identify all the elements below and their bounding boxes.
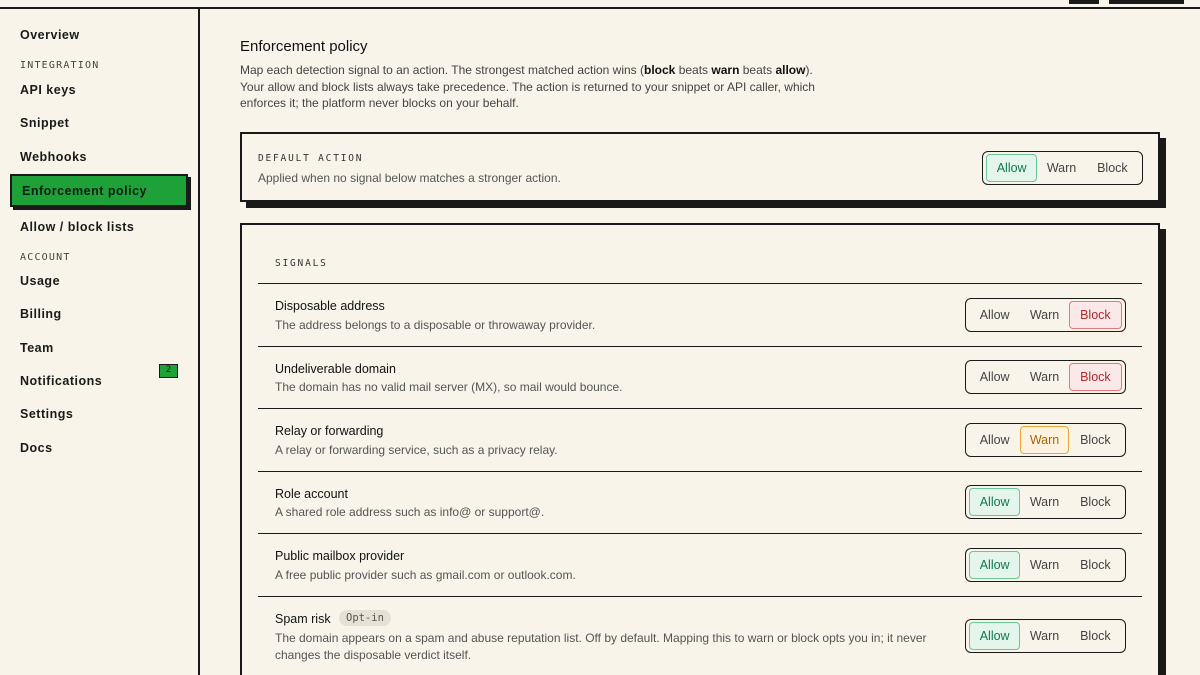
sidebar-item-settings[interactable]: Settings: [20, 407, 74, 421]
allow-option[interactable]: Allow: [969, 551, 1020, 579]
allow-option[interactable]: Allow: [979, 308, 1010, 322]
sidebar-section-account: ACCOUNT: [20, 252, 71, 263]
signal-action-selector-role-account: [965, 485, 1126, 519]
block-option[interactable]: Block: [1080, 495, 1111, 509]
top-bar: [0, 0, 1200, 9]
signal-description-relay: A relay or forwarding service, such as a privacy relay.: [275, 443, 558, 457]
sidebar-item-team[interactable]: Team: [20, 341, 54, 355]
block-option[interactable]: Block: [1080, 433, 1111, 447]
divider: [258, 408, 1142, 409]
notifications-count-badge: 2: [159, 364, 178, 378]
sidebar-item-notifications[interactable]: Notifications: [20, 374, 103, 388]
default-action-warn-option[interactable]: Warn: [1046, 161, 1077, 175]
signal-description-public-mailbox: A free public provider such as gmail.com or outlook.com.: [275, 568, 576, 582]
signal-action-selector-undeliverable: [965, 360, 1126, 394]
allow-option[interactable]: Allow: [969, 488, 1020, 516]
top-bar-button[interactable]: [1069, 0, 1099, 4]
sidebar-item-billing[interactable]: Billing: [20, 307, 62, 321]
signal-description-disposable: The address belongs to a disposable or throwaway provider.: [275, 318, 596, 332]
signal-description-spam-risk: The domain appears on a spam and abuse reputation list. Off by default. Mapping this to warn or block opts you in; it never changes the disposable verdict itself.: [275, 631, 927, 662]
default-action-selector: [982, 151, 1143, 185]
default-action-card: [240, 132, 1160, 202]
signal-title-spam-risk: Spam risk: [275, 612, 331, 626]
warn-option[interactable]: Warn: [1020, 426, 1068, 454]
default-action-label: DEFAULT ACTION: [258, 153, 364, 164]
warn-option[interactable]: Warn: [1029, 629, 1060, 643]
signal-action-selector-relay: [965, 423, 1126, 457]
sidebar-item-docs[interactable]: Docs: [20, 441, 53, 455]
sidebar-item-allow-block-lists[interactable]: Allow / block lists: [20, 220, 135, 234]
signal-action-selector-public-mailbox: [965, 548, 1126, 582]
page-title: Enforcement policy: [240, 38, 368, 55]
signals-label: SIGNALS: [275, 258, 328, 269]
sidebar-item-usage[interactable]: Usage: [20, 274, 61, 288]
divider: [258, 346, 1142, 347]
sidebar-item-webhooks[interactable]: Webhooks: [20, 150, 87, 164]
allow-option[interactable]: Allow: [979, 433, 1010, 447]
top-bar-button[interactable]: [1109, 0, 1184, 4]
signal-title-role-account: Role account: [275, 487, 348, 501]
allow-option[interactable]: Allow: [979, 370, 1010, 384]
sidebar: [0, 9, 200, 675]
warn-option[interactable]: Warn: [1029, 495, 1060, 509]
block-option[interactable]: Block: [1069, 363, 1122, 391]
sidebar-item-snippet[interactable]: Snippet: [20, 116, 70, 130]
divider: [258, 283, 1142, 284]
signal-action-selector-spam-risk: [965, 619, 1126, 653]
sidebar-item-enforcement-policy[interactable]: Enforcement policy: [10, 174, 188, 207]
page-intro: Map each detection signal to an action. The strongest matched action wins (block beats warn beats allow). Your allow and block lists always take precedence. The action is returned to your snippet or API caller, which enforces it; the platform never blocks on your behalf.: [240, 63, 815, 110]
block-option[interactable]: Block: [1080, 558, 1111, 572]
warn-option[interactable]: Warn: [1029, 308, 1060, 322]
warn-option[interactable]: Warn: [1029, 370, 1060, 384]
default-action-block-option[interactable]: Block: [1097, 161, 1128, 175]
sidebar-item-overview[interactable]: Overview: [20, 28, 80, 42]
signal-title-undeliverable: Undeliverable domain: [275, 362, 396, 376]
opt-in-badge: Opt-in: [339, 610, 391, 626]
signal-description-undeliverable: The domain has no valid mail server (MX), so mail would bounce.: [275, 380, 623, 394]
default-action-description: Applied when no signal below matches a stronger action.: [258, 171, 561, 185]
sidebar-section-integration: INTEGRATION: [20, 60, 100, 71]
divider: [258, 471, 1142, 472]
block-option[interactable]: Block: [1069, 301, 1122, 329]
signal-title-public-mailbox: Public mailbox provider: [275, 549, 405, 563]
divider: [258, 533, 1142, 534]
divider: [258, 596, 1142, 597]
signals-card: [240, 223, 1160, 675]
signal-description-role-account: A shared role address such as info@ or support@.: [275, 505, 545, 519]
warn-option[interactable]: Warn: [1029, 558, 1060, 572]
signal-title-relay: Relay or forwarding: [275, 424, 384, 438]
signal-action-selector-disposable: [965, 298, 1126, 332]
default-action-allow-option[interactable]: Allow: [986, 154, 1037, 182]
allow-option[interactable]: Allow: [969, 622, 1020, 650]
block-option[interactable]: Block: [1080, 629, 1111, 643]
signal-title-disposable: Disposable address: [275, 299, 385, 313]
sidebar-item-api-keys[interactable]: API keys: [20, 83, 77, 97]
